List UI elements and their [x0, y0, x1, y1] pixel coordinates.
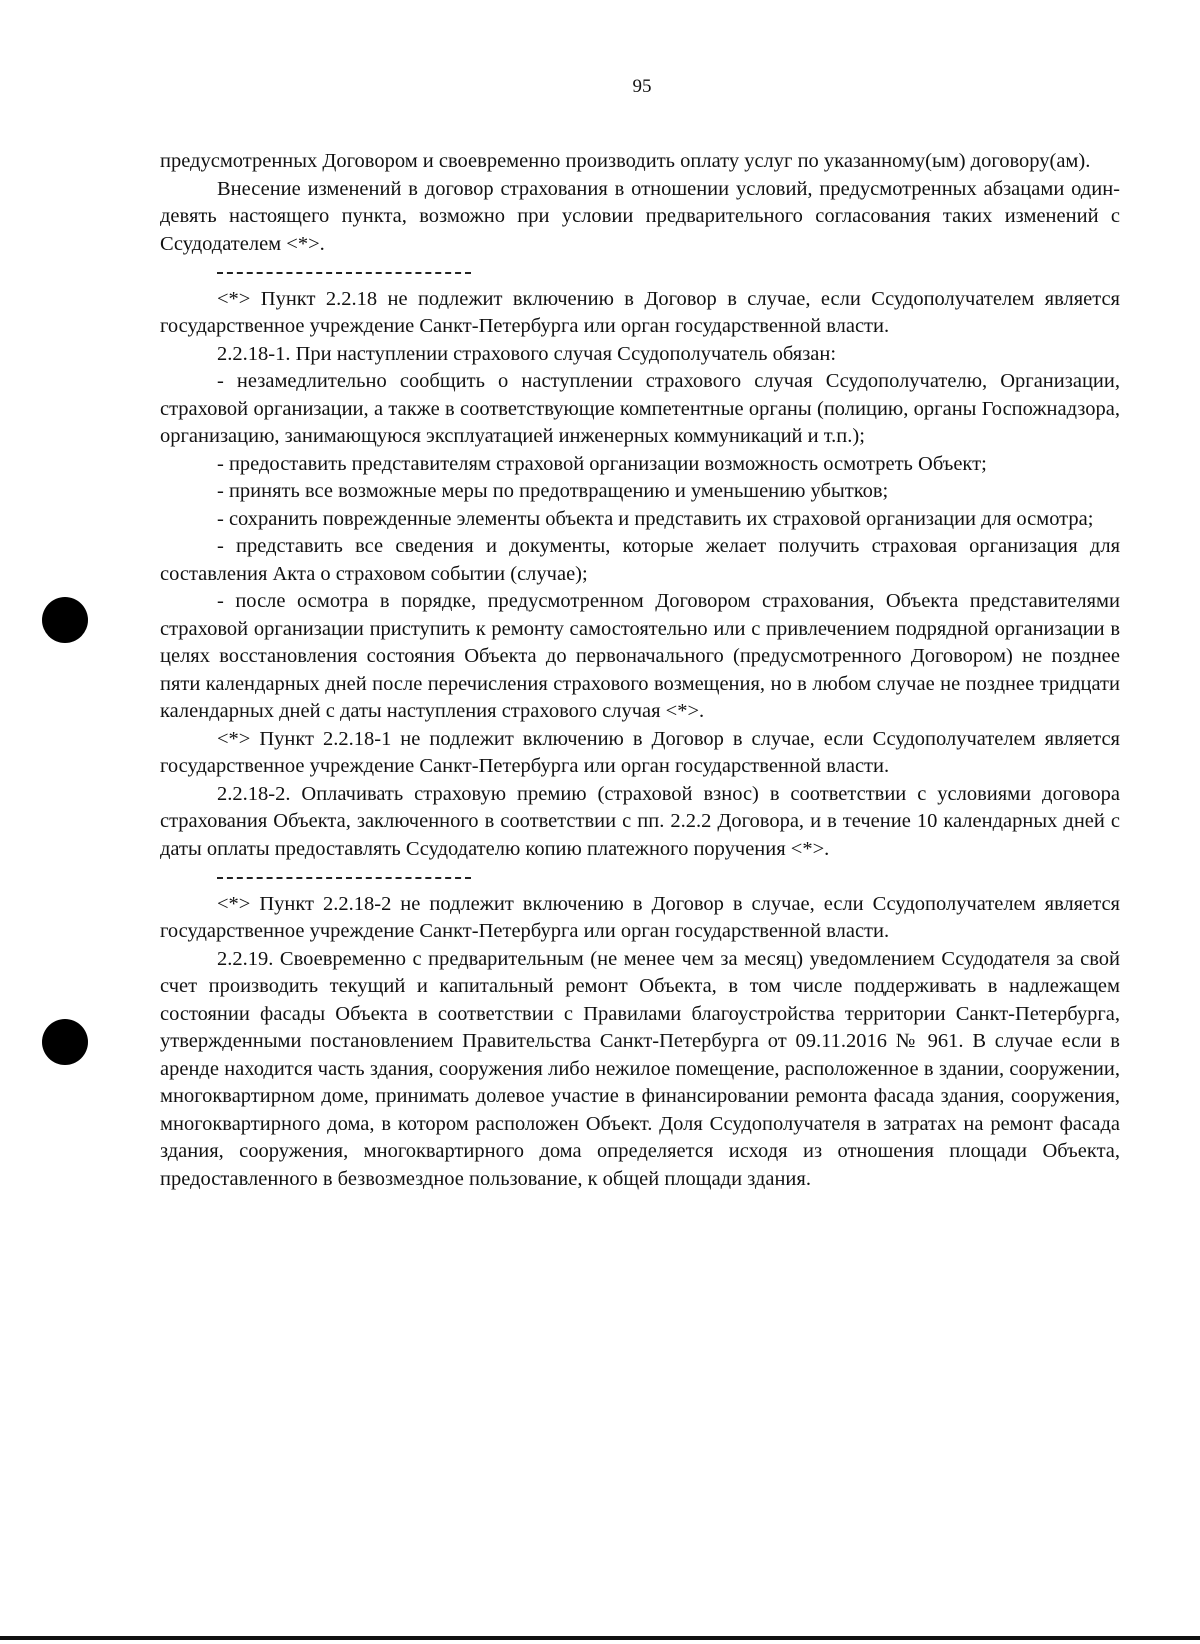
footnote: <*> Пункт 2.2.18-1 не подлежит включению в Договор в случае, если Ссудополучателем является государственное учреждение Санкт-Петербурга или орган государственной власти.: [160, 727, 1120, 777]
paragraph: 2.2.19. Своевременно с предварительным (не менее чем за месяц) уведомлением Ссудодателя за свой счет производить текущий и капитальный ремонт Объекта, в том числе поддерживать в надлежащем состоянии фасады Объекта в соответствии с Правилами благоустройства территории Санкт-Петербурга, утвержденными постановлением Правительства Санкт-Петербурга от 09.11.2016 № 961. В случае если в аренде находится часть здания, сооружения либо нежилое помещение, расположенное в здании, сооружении, многоквартирном доме, принимать долевое участие в финансировании ремонта фасада здания, сооружения, многоквартирного дома, в котором расположен Объект. Доля Ссудополучателя в затратах на ремонт фасада здания, сооружения, многоквартирного дома определяется исходя из отношения площади Объекта, предоставленного в безвозмездное пользование, к общей площади здания.: [160, 947, 1120, 1190]
scan-edge-line: [0, 1636, 1200, 1640]
page-number: 95: [632, 76, 652, 97]
paragraph: Внесение изменений в договор страхования в отношении условий, предусмотренных абзацами один-девять настоящего пункта, возможно при условии предварительного согласования таких изменений с Ссудодателем <*>.: [160, 177, 1120, 255]
paragraph: предусмотренных Договором и своевременно производить оплату услуг по указанному(ым) договору(ам).: [160, 150, 1091, 172]
footnote: <*> Пункт 2.2.18 не подлежит включению в Договор в случае, если Ссудополучателем является государственное учреждение Санкт-Петербурга или орган государственной власти.: [160, 287, 1120, 337]
footnote: <*> Пункт 2.2.18-2 не подлежит включению в Договор в случае, если Ссудополучателем является государственное учреждение Санкт-Петербурга или орган государственной власти.: [160, 892, 1120, 942]
binder-hole-top: [42, 597, 88, 643]
section-heading: 2.2.18-1. При наступлении страхового случая Ссудополучатель обязан:: [217, 342, 837, 365]
list-item: - после осмотра в порядке, предусмотренном Договором страхования, Объекта представителями страховой организации приступить к ремонту самостоятельно или с привлечением подрядной организации в целях восстановления состояния Объекта до первоначального (предусмотренного Договором) не позднее пяти календарных дней после перечисления страхового возмещения, но в любом случае не позднее тридцати календарных дней с даты наступления страхового случая <*>.: [160, 590, 1120, 722]
list-item: - принять все возможные меры по предотвращению и уменьшению убытков;: [217, 480, 889, 502]
list-item: - предоставить представителям страховой организации возможность осмотреть Объект;: [217, 452, 987, 475]
footnote-separator: [160, 863, 1120, 891]
binder-hole-bottom: [42, 1019, 88, 1065]
list-item: - представить все сведения и документы, которые желает получить страховая организация для составления Акта о страховом событии (случае);: [160, 535, 1120, 585]
paragraph: 2.2.18-2. Оплачивать страховую премию (страховой взнос) в соответствии с условиями договора страхования Объекта, заключенного в соответствии с пп. 2.2.2 Договора, и в течение 10 календарных дней с даты оплаты предоставлять Ссудодателю копию платежного поручения <*>.: [160, 782, 1120, 860]
footnote-separator: [160, 258, 1120, 286]
list-item: - незамедлительно сообщить о наступлении страхового случая Ссудополучателю, Организации, страховой организации, а также в соответствующие компетентные органы (полицию, органы Госпожнадзора, организацию, занимающуюся эксплуатацией инженерных коммуникаций и т.п.);: [160, 370, 1120, 447]
list-item: - сохранить поврежденные элементы объекта и представить их страховой организации для осмотра;: [217, 507, 1094, 530]
document-body: [160, 148, 1120, 1193]
